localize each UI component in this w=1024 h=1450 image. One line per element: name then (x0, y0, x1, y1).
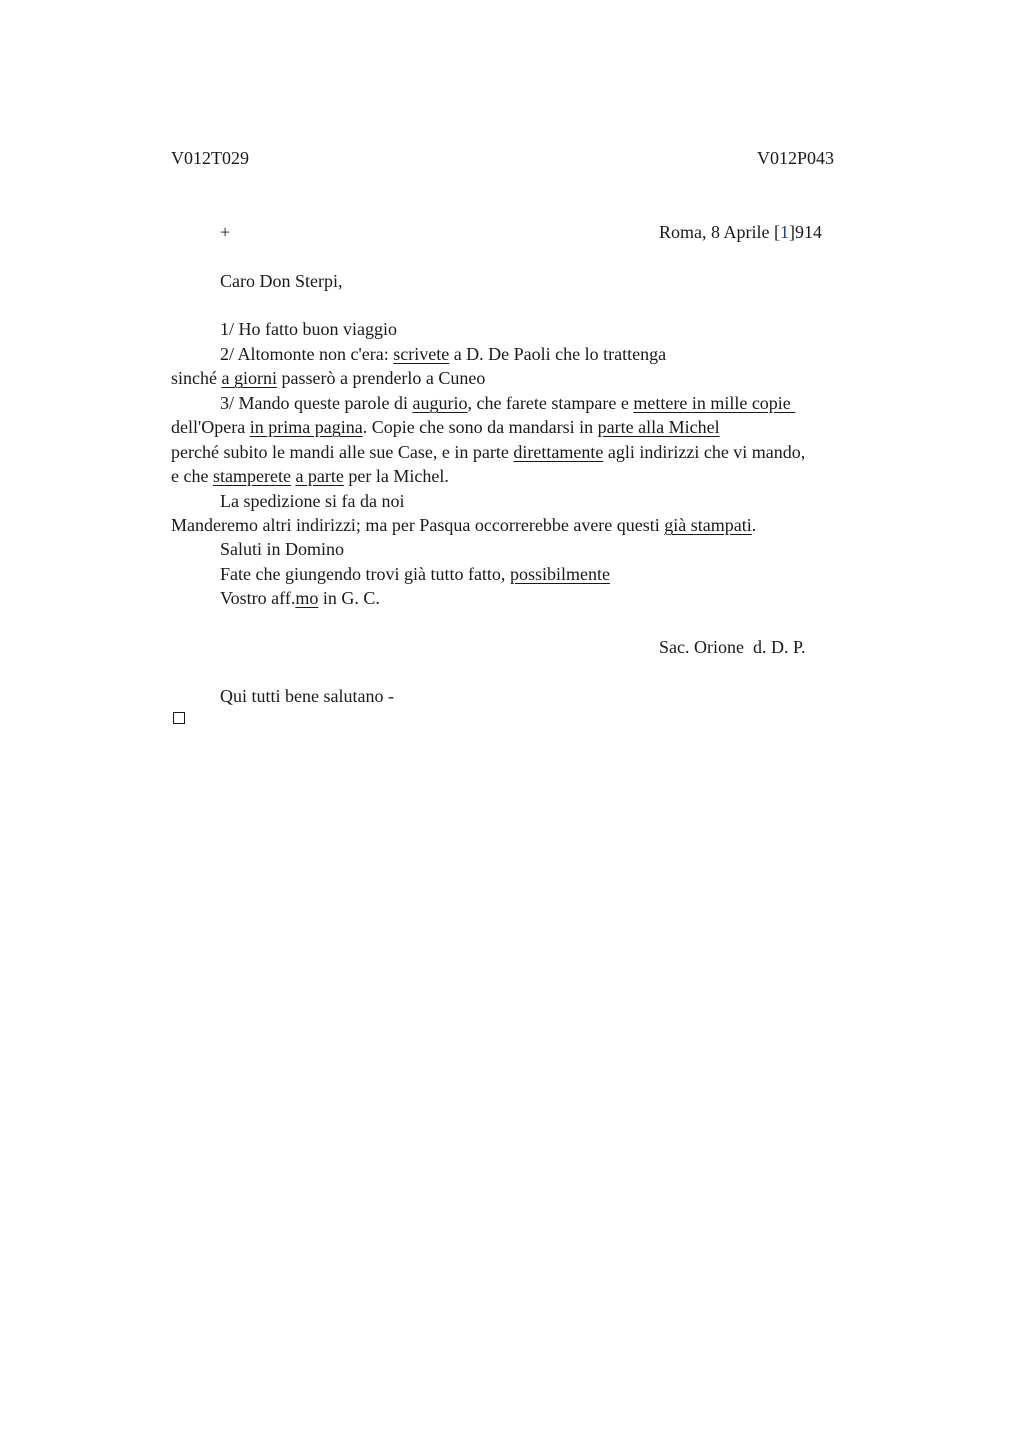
date-suffix: ]914 (788, 222, 822, 242)
line-11 (220, 562, 610, 586)
underlined-text: stamperete (212, 466, 291, 486)
text: , che farete stampare e (467, 393, 634, 413)
underlined-text: parte alla Michel (597, 417, 720, 437)
underlined-text: a giorni (221, 368, 277, 388)
text: . (751, 515, 757, 535)
date-prefix: Roma, 8 Aprile [ (659, 222, 780, 242)
underlined-text: a parte (295, 466, 344, 486)
checkbox-square-icon (173, 712, 185, 724)
underlined-text: in prima pagina (249, 417, 363, 437)
text: sinché (171, 368, 222, 388)
underlined-text: augurio (412, 393, 468, 413)
line-10: Saluti in Domino (220, 539, 345, 559)
line-6 (171, 440, 805, 464)
underlined-text: direttamente (513, 442, 604, 462)
underlined-text: scrivete (393, 344, 450, 364)
date-line (659, 220, 822, 244)
cross-mark: + (220, 222, 231, 242)
line-7 (171, 464, 449, 488)
text: Vostro aff. (220, 588, 296, 608)
right-code: V012P043 (757, 148, 835, 168)
line-9 (171, 513, 756, 537)
underlined-text: possibilmente (509, 564, 610, 584)
postscript: Qui tutti bene salutano - (220, 686, 394, 706)
text: Manderemo altri indirizzi; ma per Pasqua occorrerebbe avere questi (171, 515, 665, 535)
left-code: V012T029 (171, 148, 249, 168)
line-8: La spedizione si fa da noi (220, 491, 405, 511)
underlined-text: già stampati (664, 515, 752, 535)
date-bracket-digit: 1 (779, 222, 789, 242)
text: a D. De Paoli che lo trattenga (449, 344, 667, 364)
text: 3/ Mando queste parole di (220, 393, 413, 413)
item-3 (220, 391, 795, 415)
line-5 (171, 415, 720, 439)
text: perché subito le mandi alle sue Case, e in parte (171, 442, 514, 462)
line-12 (220, 586, 380, 610)
item-2 (220, 342, 666, 366)
text: in G. C. (318, 588, 380, 608)
text: . Copie che sono da mandarsi in (362, 417, 598, 437)
text: per la Michel. (343, 466, 449, 486)
text: Fate che giungendo trovi già tutto fatto, (220, 564, 510, 584)
salutation: Caro Don Sterpi, (220, 271, 343, 291)
line-3 (171, 366, 485, 390)
underlined-text: mettere in mille copie (633, 393, 796, 413)
text: passerò a prenderlo a Cuneo (276, 368, 486, 388)
text: 2/ Altomonte non c'era: (220, 344, 394, 364)
item-1: 1/ Ho fatto buon viaggio (220, 319, 397, 339)
text: dell'Opera (171, 417, 250, 437)
underlined-text: mo (295, 588, 319, 608)
text: e che (171, 466, 213, 486)
signature: Sac. Orione d. D. P. (659, 637, 806, 657)
text: agli indirizzi che vi mando, (603, 442, 806, 462)
